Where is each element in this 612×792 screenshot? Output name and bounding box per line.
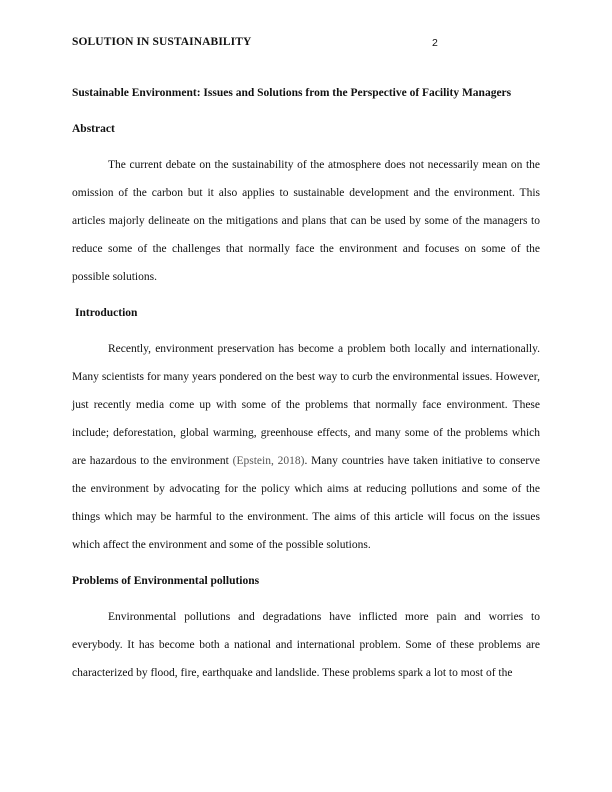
problems-heading: Problems of Environmental pollutions — [72, 575, 260, 587]
introduction-text-part-2: . Many countries have taken initiative to conserve the environment by advocating for the policy which aims at reducing pollutions and some of the things which may be harmful to the environment. The aims of this article will focus on the issues which affect the environment and some of the possible solutions. — [72, 455, 541, 551]
abstract-paragraph: The current debate on the sustainability of the atmosphere does not necessarily mean on the omission of the carbon but it also applies to sustainable development and the environment. This articles majorly delineate on the mitigations and plans that can be used by some of the managers to reduce some of the challenges that normally face the environment and focuses on some of the possible solutions. — [72, 159, 540, 283]
introduction-paragraph — [72, 335, 540, 559]
document-body — [72, 79, 540, 695]
introduction-text-part-1: Recently, environment preservation has become a problem both locally and internationally. Many scientists for many years pondered on the best way to curb the environmental issues. However, just recently media come up with some of the problems that normally face environment. These include; deforestation, global warming, greenhouse effects, and many some of the problems which are hazardous to the environment — [72, 343, 540, 467]
problems-paragraph: Environmental pollutions and degradations have inflicted more pain and worries to everybody. It has become both a national and international problem. Some of these problems are characterized by flood, fire, earthquake and landslide. These problems spark a lot to most of the — [72, 611, 540, 679]
introduction-heading: Introduction — [75, 307, 138, 319]
citation: (Epstein, 2018) — [232, 455, 305, 467]
abstract-heading: Abstract — [72, 123, 115, 135]
page-number: 2 — [432, 37, 438, 49]
running-head: SOLUTION IN SUSTAINABILITY — [72, 36, 252, 48]
document-title: Sustainable Environment: Issues and Solutions from the Perspective of Facility Managers — [72, 87, 512, 99]
